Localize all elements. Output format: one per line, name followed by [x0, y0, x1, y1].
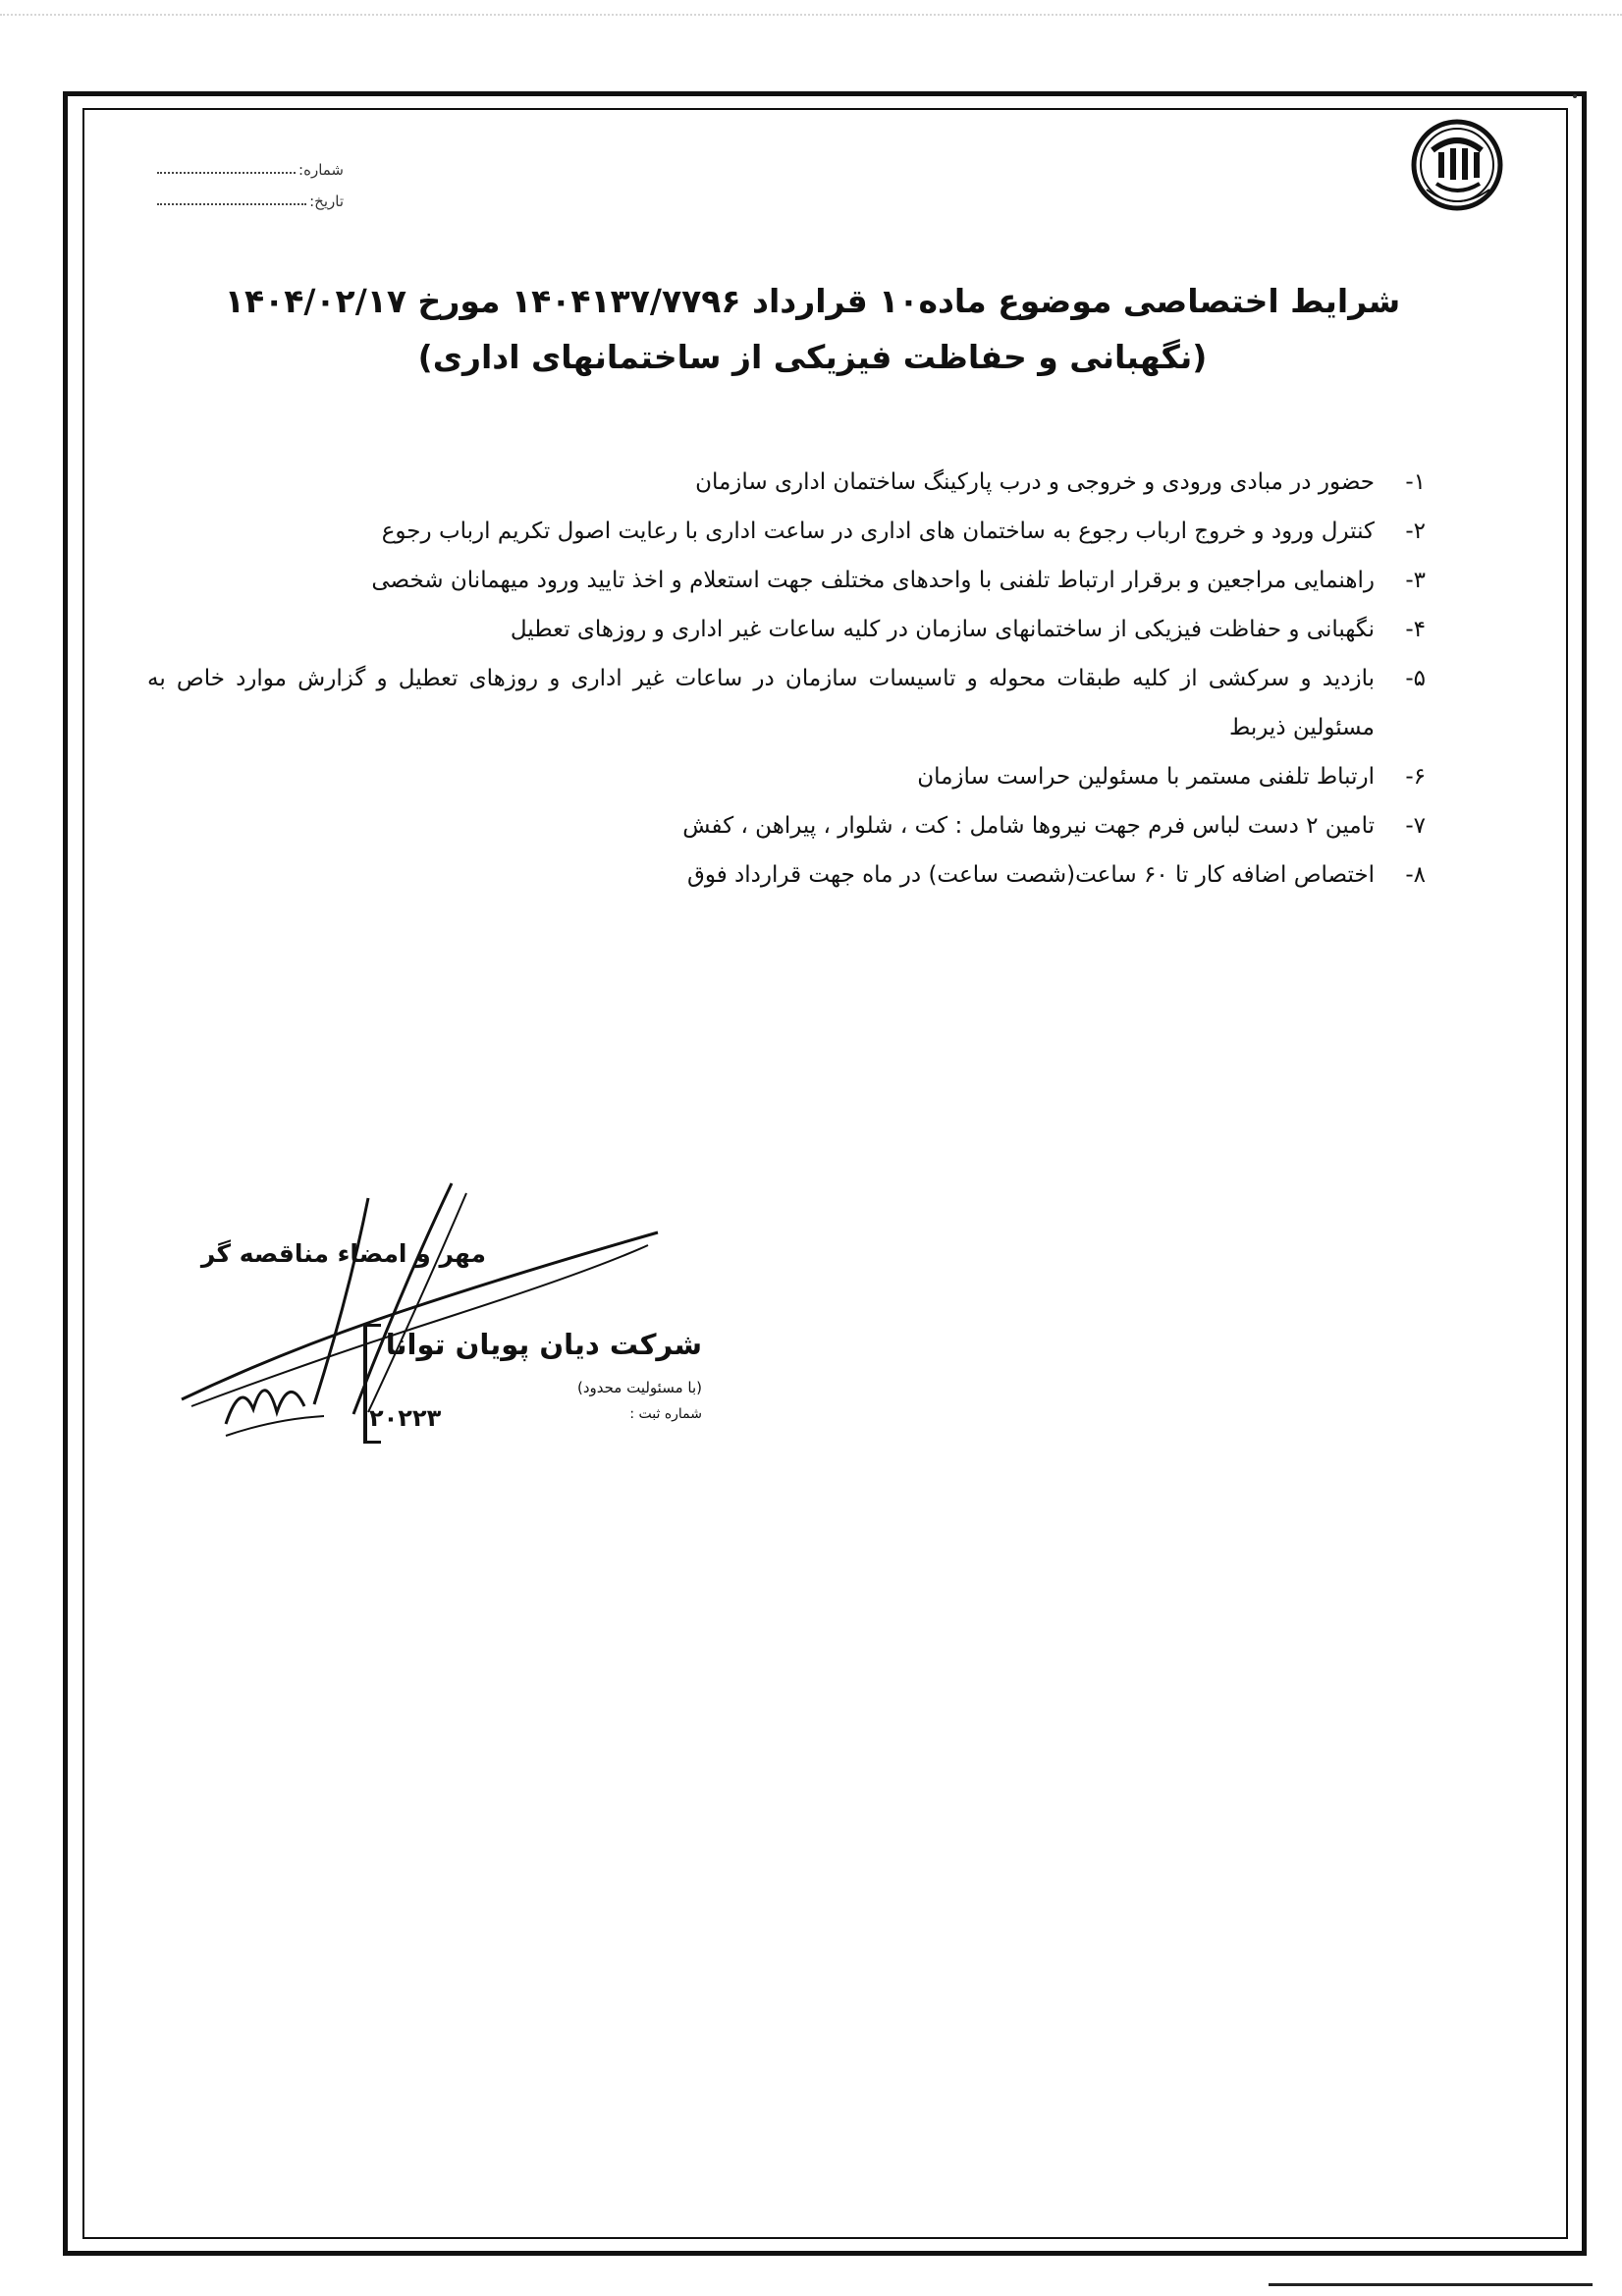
scan-artifact-bottom	[1269, 2283, 1593, 2286]
conditions-list	[147, 458, 1426, 900]
item-number: ۷-	[1405, 813, 1426, 839]
number-field	[157, 147, 344, 179]
item-number: ۲-	[1405, 519, 1426, 544]
item-number: ۴-	[1405, 617, 1426, 642]
item-text: بازدید و سرکشی از کلیه طبقات محوله و تاسیسات سازمان در ساعات غیر اداری و روزهای تعطیل و گزارش موارد خاص به مسئولین ذیربط	[147, 666, 1375, 740]
number-blank	[157, 172, 296, 174]
item-text: ارتباط تلفنی مستمر با مسئولین حراست سازمان	[917, 764, 1375, 790]
item-number: ۸-	[1405, 862, 1426, 888]
item-text: حضور در مبادی ورودی و خروجی و درب پارکینگ ساختمان اداری سازمان	[695, 469, 1375, 495]
title-line-2: (نگهبانی و حفاظت فیزیکی از ساختمانهای اداری)	[417, 338, 1208, 376]
list-item	[147, 605, 1426, 654]
item-text: راهنمایی مراجعین و برقرار ارتباط تلفنی با واحدهای مختلف جهت استعلام و اخذ تایید ورود میهمانان شخصی	[371, 568, 1375, 593]
signature-label: مهر و امضاء مناقصه گر	[200, 1239, 486, 1268]
stamp-company-type: (با مسئولیت محدود)	[576, 1379, 702, 1396]
document-meta	[157, 147, 344, 210]
title-line-1: شرایط اختصاصی موضوع ماده۱۰ قرارداد ۱۴۰۴۱۳۷/۷۷۹۶ مورخ ۱۴۰۴/۰۲/۱۷	[224, 282, 1401, 320]
item-number: ۶-	[1405, 764, 1426, 790]
scan-artifact-top	[0, 14, 1622, 20]
list-item	[147, 556, 1426, 605]
company-stamp	[363, 1316, 702, 1444]
list-item	[147, 654, 1426, 752]
list-item	[147, 458, 1426, 507]
date-blank	[157, 203, 306, 205]
item-text: اختصاص اضافه کار تا ۶۰ ساعت(شصت ساعت) در ماه جهت قرارداد فوق	[686, 862, 1375, 888]
date-label: تاریخ:	[309, 192, 344, 210]
number-label: شماره:	[298, 161, 344, 179]
list-item	[147, 507, 1426, 556]
stamp-registration-label: شماره ثبت :	[629, 1406, 702, 1422]
document-title	[196, 273, 1429, 385]
date-field	[157, 179, 344, 210]
page-border-inner	[82, 108, 1568, 2239]
list-item	[147, 801, 1426, 850]
item-text: نگهبانی و حفاظت فیزیکی از ساختمانهای سازمان در کلیه ساعات غیر اداری و روزهای تعطیل	[510, 617, 1375, 642]
item-text: تامین ۲ دست لباس فرم جهت نیروها شامل : کت ، شلوار ، پیراهن ، کفش	[682, 813, 1375, 839]
list-item	[147, 752, 1426, 801]
item-text: کنترل ورود و خروج ارباب رجوع به ساختمان های اداری در ساعت اداری با رعایت اصول تکریم ارباب رجوع	[381, 519, 1375, 544]
stamp-registration-number: ۲۰۲۲۳	[369, 1404, 442, 1432]
item-number: ۳-	[1405, 568, 1426, 593]
scan-speck	[1573, 94, 1577, 98]
stamp-company-name: شرکت دیان پویان توانا	[385, 1328, 702, 1361]
item-number: ۱-	[1405, 469, 1426, 495]
item-number: ۵-	[1405, 666, 1426, 691]
organization-seal-icon	[1409, 111, 1505, 219]
list-item	[147, 850, 1426, 900]
